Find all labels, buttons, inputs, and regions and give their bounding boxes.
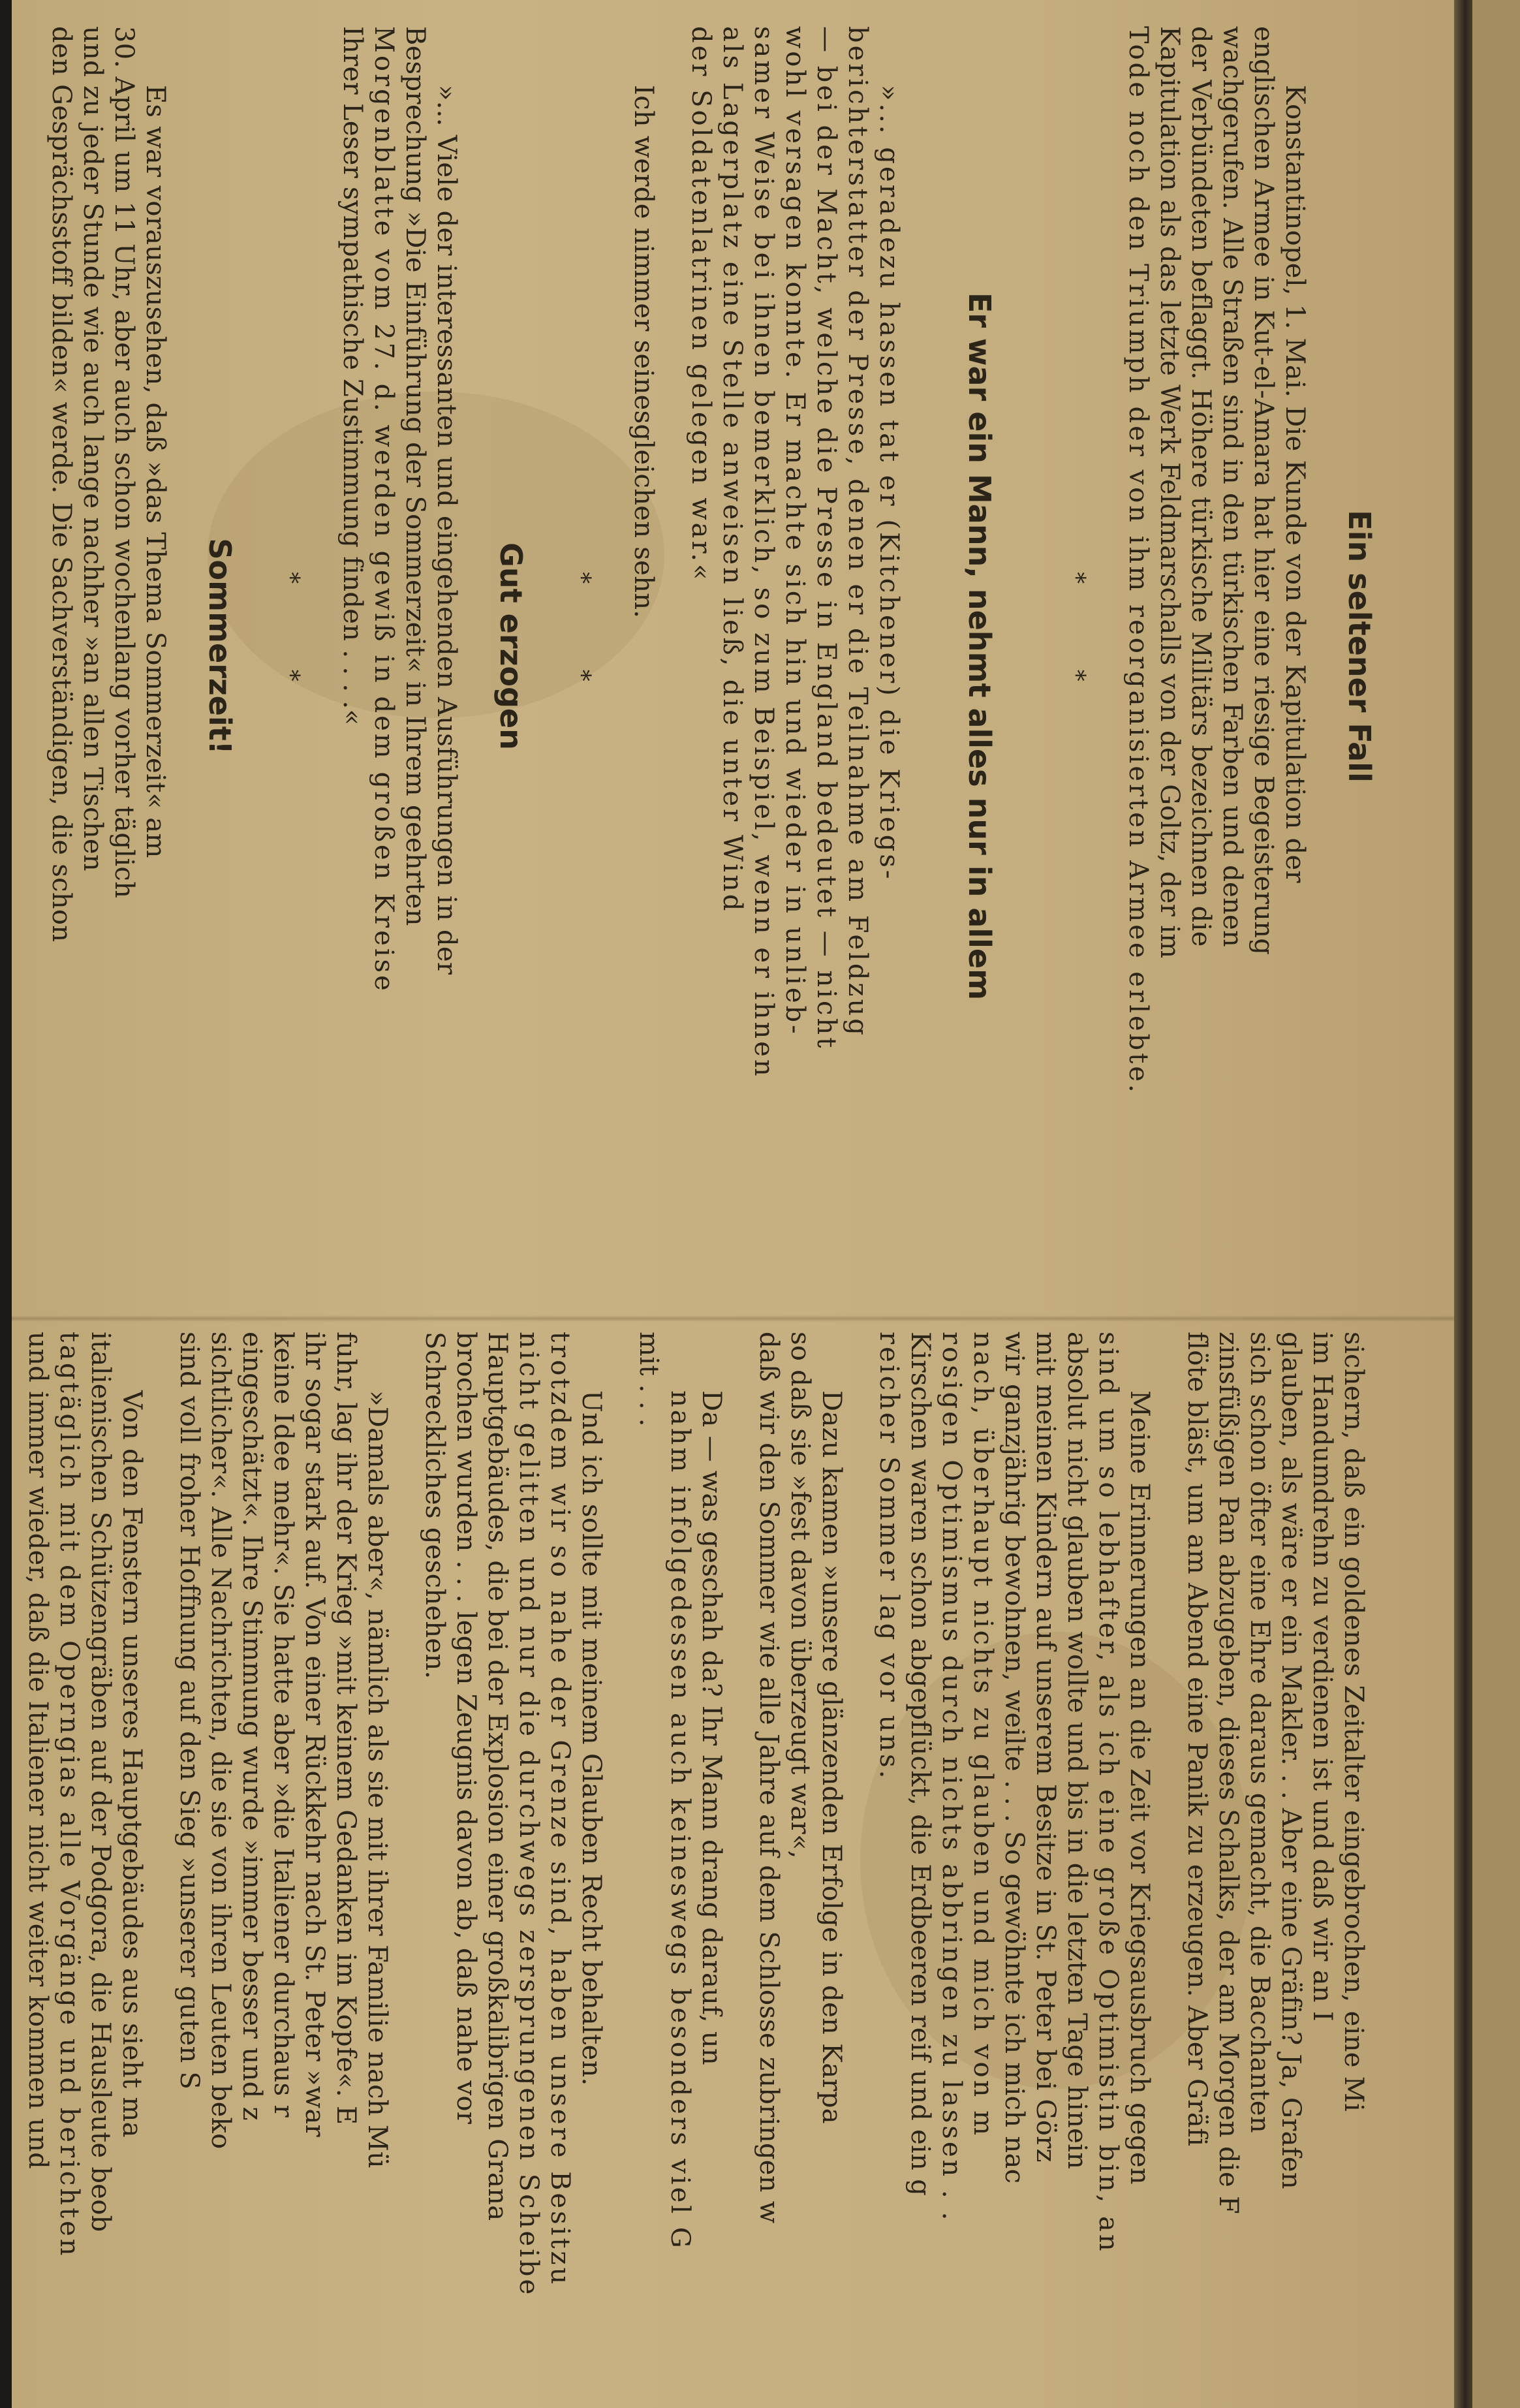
article-line: daß wir den Sommer wie alle Jahre auf dem Schlosse zubringen w bbox=[754, 1332, 784, 2224]
article-line: und zu jeder Stunde wie auch lange nachher »an allen Tischen bbox=[78, 26, 108, 871]
article-line: »... geradezu hassen tat er (Kitchener) die Kriegs- bbox=[874, 85, 904, 882]
scanned-page bbox=[12, 0, 1474, 2408]
article-line: im Handumdrehn zu verdienen ist und daß wir an I bbox=[1307, 1332, 1337, 2022]
article-line: mit meinen Kindern auf unserem Besitze in St. Peter bei Görz bbox=[1031, 1332, 1061, 2163]
headline-er-war-ein-mann: Er war ein Mann, nehmt alles nur in allem bbox=[962, 292, 997, 1001]
article-line: flöte bläst, um am Abend eine Panik zu erzeugen. Aber Gräfi bbox=[1182, 1332, 1212, 2147]
article-line: keine Idee mehr«. Sie hatte aber »die Italiener durchaus r bbox=[268, 1332, 298, 2118]
article-line: — bei der Macht, welche die Presse in England bedeutet — nicht bbox=[811, 26, 841, 1051]
article-line: sichtlicher«. Alle Nachrichten, die sie von ihren Leuten beko bbox=[206, 1332, 236, 2150]
article-line: Von den Fenstern unseres Hauptgebäudes aus sieht ma bbox=[117, 1390, 147, 2138]
article-line: berichterstatter der Presse, denen er die Teilnahme am Feldzug bbox=[843, 26, 873, 1038]
article-line: wohl versagen konnte. Er machte sich hin und wieder in unlieb- bbox=[780, 26, 810, 1037]
article-line: trotzdem wir so nahe der Grenze sind, haben unsere Besitzu bbox=[545, 1332, 575, 2287]
article-line: fuhr, lag ihr der Krieg »mit keinem Gedanken im Kopfe«. E bbox=[331, 1332, 361, 2125]
article-line: der Soldatenlatrinen gelegen war.« bbox=[686, 26, 716, 583]
article-line: rosigen Optimismus durch nichts abbringen zu lassen . . bbox=[937, 1332, 967, 2223]
article-line: so daß sie »fest davon überzeugt war«, bbox=[785, 1332, 815, 1859]
article-line: italienischen Schützengräben auf der Podgora, die Hausleute beob bbox=[85, 1332, 116, 2232]
article-line: englischen Armee in Kut-el-Amara hat hier eine riesige Begeisterung bbox=[1249, 26, 1279, 956]
article-line: Tode noch den Triumph der von ihm reorganisierten Armee erlebte. bbox=[1123, 26, 1153, 1095]
article-line: sichern, daß ein goldenes Zeitalter eingebrochen, eine Mi bbox=[1339, 1332, 1369, 2112]
article-line: wir ganzjährig bewohnen, weilte . . . So gewöhnte ich mich nac bbox=[999, 1332, 1029, 2184]
article-line: nicht gelitten und nur die durchwegs zersprungenen Scheibe bbox=[514, 1332, 544, 2298]
article-line: ihr sogar stark auf. Von einer Rückkehr nach St. Peter »war bbox=[300, 1332, 330, 2137]
separator-stars: * * bbox=[568, 572, 595, 721]
book-gutter bbox=[1454, 0, 1472, 2408]
article-line: Konstantinopel, 1. Mai. Die Kunde von der Kapitulation der bbox=[1280, 85, 1310, 883]
article-line: Schreckliches geschehen. bbox=[420, 1332, 450, 1680]
article-line: Besprechung »Die Einführung der Sommerzeit« in Ihrem geehrten bbox=[400, 26, 430, 926]
headline-ein-seltener-fall: Ein seltener Fall bbox=[1342, 510, 1377, 783]
article-line: glauben, als wäre er ein Makler. . . Aber eine Gräfin? Ja, Grafen bbox=[1276, 1332, 1306, 2189]
article-line: und immer wieder, daß die Italiener nicht weiter kommen und bbox=[23, 1332, 53, 2170]
article-line: samer Weise bei ihnen bemerklich, so zum Beispiel, wenn er ihnen bbox=[749, 26, 779, 1079]
article-line: wachgerufen. Alle Straßen sind in den türkischen Farben und denen bbox=[1217, 26, 1247, 948]
article-line: brochen wurden . . . legen Zeugnis davon ab, daß nahe vor bbox=[451, 1332, 481, 2125]
article-line: Da — was geschah da? Ihr Mann drang darauf, un bbox=[696, 1390, 726, 2065]
article-line: den Gesprächsstoff bilden« werde. Die Sachverständigen, die schon bbox=[46, 26, 76, 943]
article-line: Ihrer Leser sympathische Zustimmung finden . . . .« bbox=[337, 26, 367, 726]
article-line: »... Viele der interessanten und eingehenden Ausführungen in der bbox=[431, 85, 461, 975]
article-line: reicher Sommer lag vor uns. bbox=[874, 1332, 904, 1781]
article-line: sind voll froher Hoffnung auf den Sieg »unserer guten S bbox=[174, 1332, 204, 2090]
article-line: »Damals aber«, nämlich als sie mit ihrer Familie nach Mü bbox=[362, 1390, 392, 2169]
facing-page-edge bbox=[1472, 0, 1520, 2408]
article-line: eingeschätzt«. Ihre Stimmung wurde »immer besser und z bbox=[237, 1332, 267, 2121]
article-line: Kapitulation als das letzte Werk Feldmarschalls von der Goltz, der im bbox=[1155, 26, 1185, 959]
bottom-page-text bbox=[22, 1332, 1369, 2389]
headline-sommerzeit: Sommerzeit! bbox=[202, 538, 238, 755]
article-line: mit . . . bbox=[634, 1332, 664, 1427]
article-line: sind um so lebhafter, als ich eine große Optimistin bin, an bbox=[1093, 1332, 1123, 2254]
article-line: sich schon öfter eine Ehre daraus gemacht, die Bacchanten bbox=[1245, 1332, 1275, 2133]
article-quote: Ich werde nimmer seinesgleichen sehn. bbox=[628, 85, 659, 619]
headline-gut-erzogen: Gut erzogen bbox=[493, 542, 529, 750]
article-line: nahm infolgedessen auch keineswegs besonders viel G bbox=[665, 1390, 695, 2251]
article-line: absolut nicht glauben wollte und bis in die letzten Tage hinein bbox=[1062, 1332, 1092, 2170]
article-line: Hauptgebäudes, die bei der Explosion einer großkalibrigen Grana bbox=[482, 1332, 512, 2221]
top-page-text bbox=[46, 26, 1382, 1266]
article-line: Es war vorauszusehen, daß »das Thema Sommerzeit« am bbox=[140, 85, 170, 858]
article-line: nach, überhaupt nichts zu glauben und mich von m bbox=[968, 1332, 998, 2138]
page-fold bbox=[12, 1315, 1474, 1322]
article-line: Dazu kamen »unsere glänzenden Erfolge in den Karpa bbox=[816, 1390, 846, 2124]
article-line: tagtäglich mit dem Operngias alle Vorgänge und berichten bbox=[54, 1332, 84, 2259]
separator-stars: * * bbox=[277, 572, 303, 721]
article-line: 30. April um 11 Uhr, aber auch schon wochenlang vorher täglich bbox=[109, 26, 139, 899]
article-line: als Lagerplatz eine Stelle anweisen ließ, die unter Wind bbox=[717, 26, 747, 914]
article-line: Kirschen waren schon abgepflückt, die Erdbeeren reif und ein g bbox=[905, 1332, 935, 2197]
article-line: der Verbündeten beflaggt. Höhere türkische Militärs bezeichnen die bbox=[1186, 26, 1216, 947]
article-line: zinsfüßigen Pan abzugeben, dieses Schalks, der am Morgen die F bbox=[1213, 1332, 1243, 2215]
article-line: Meine Erinnerungen an die Zeit vor Kriegsausbruch gegen bbox=[1124, 1390, 1155, 2185]
article-line: Und ich sollte mit meinem Glauben Recht behalten. bbox=[576, 1390, 606, 2086]
separator-stars: * * bbox=[1062, 572, 1089, 721]
article-line: Morgenblatte vom 27. d. werden gewiß in dem großen Kreise bbox=[369, 26, 399, 993]
